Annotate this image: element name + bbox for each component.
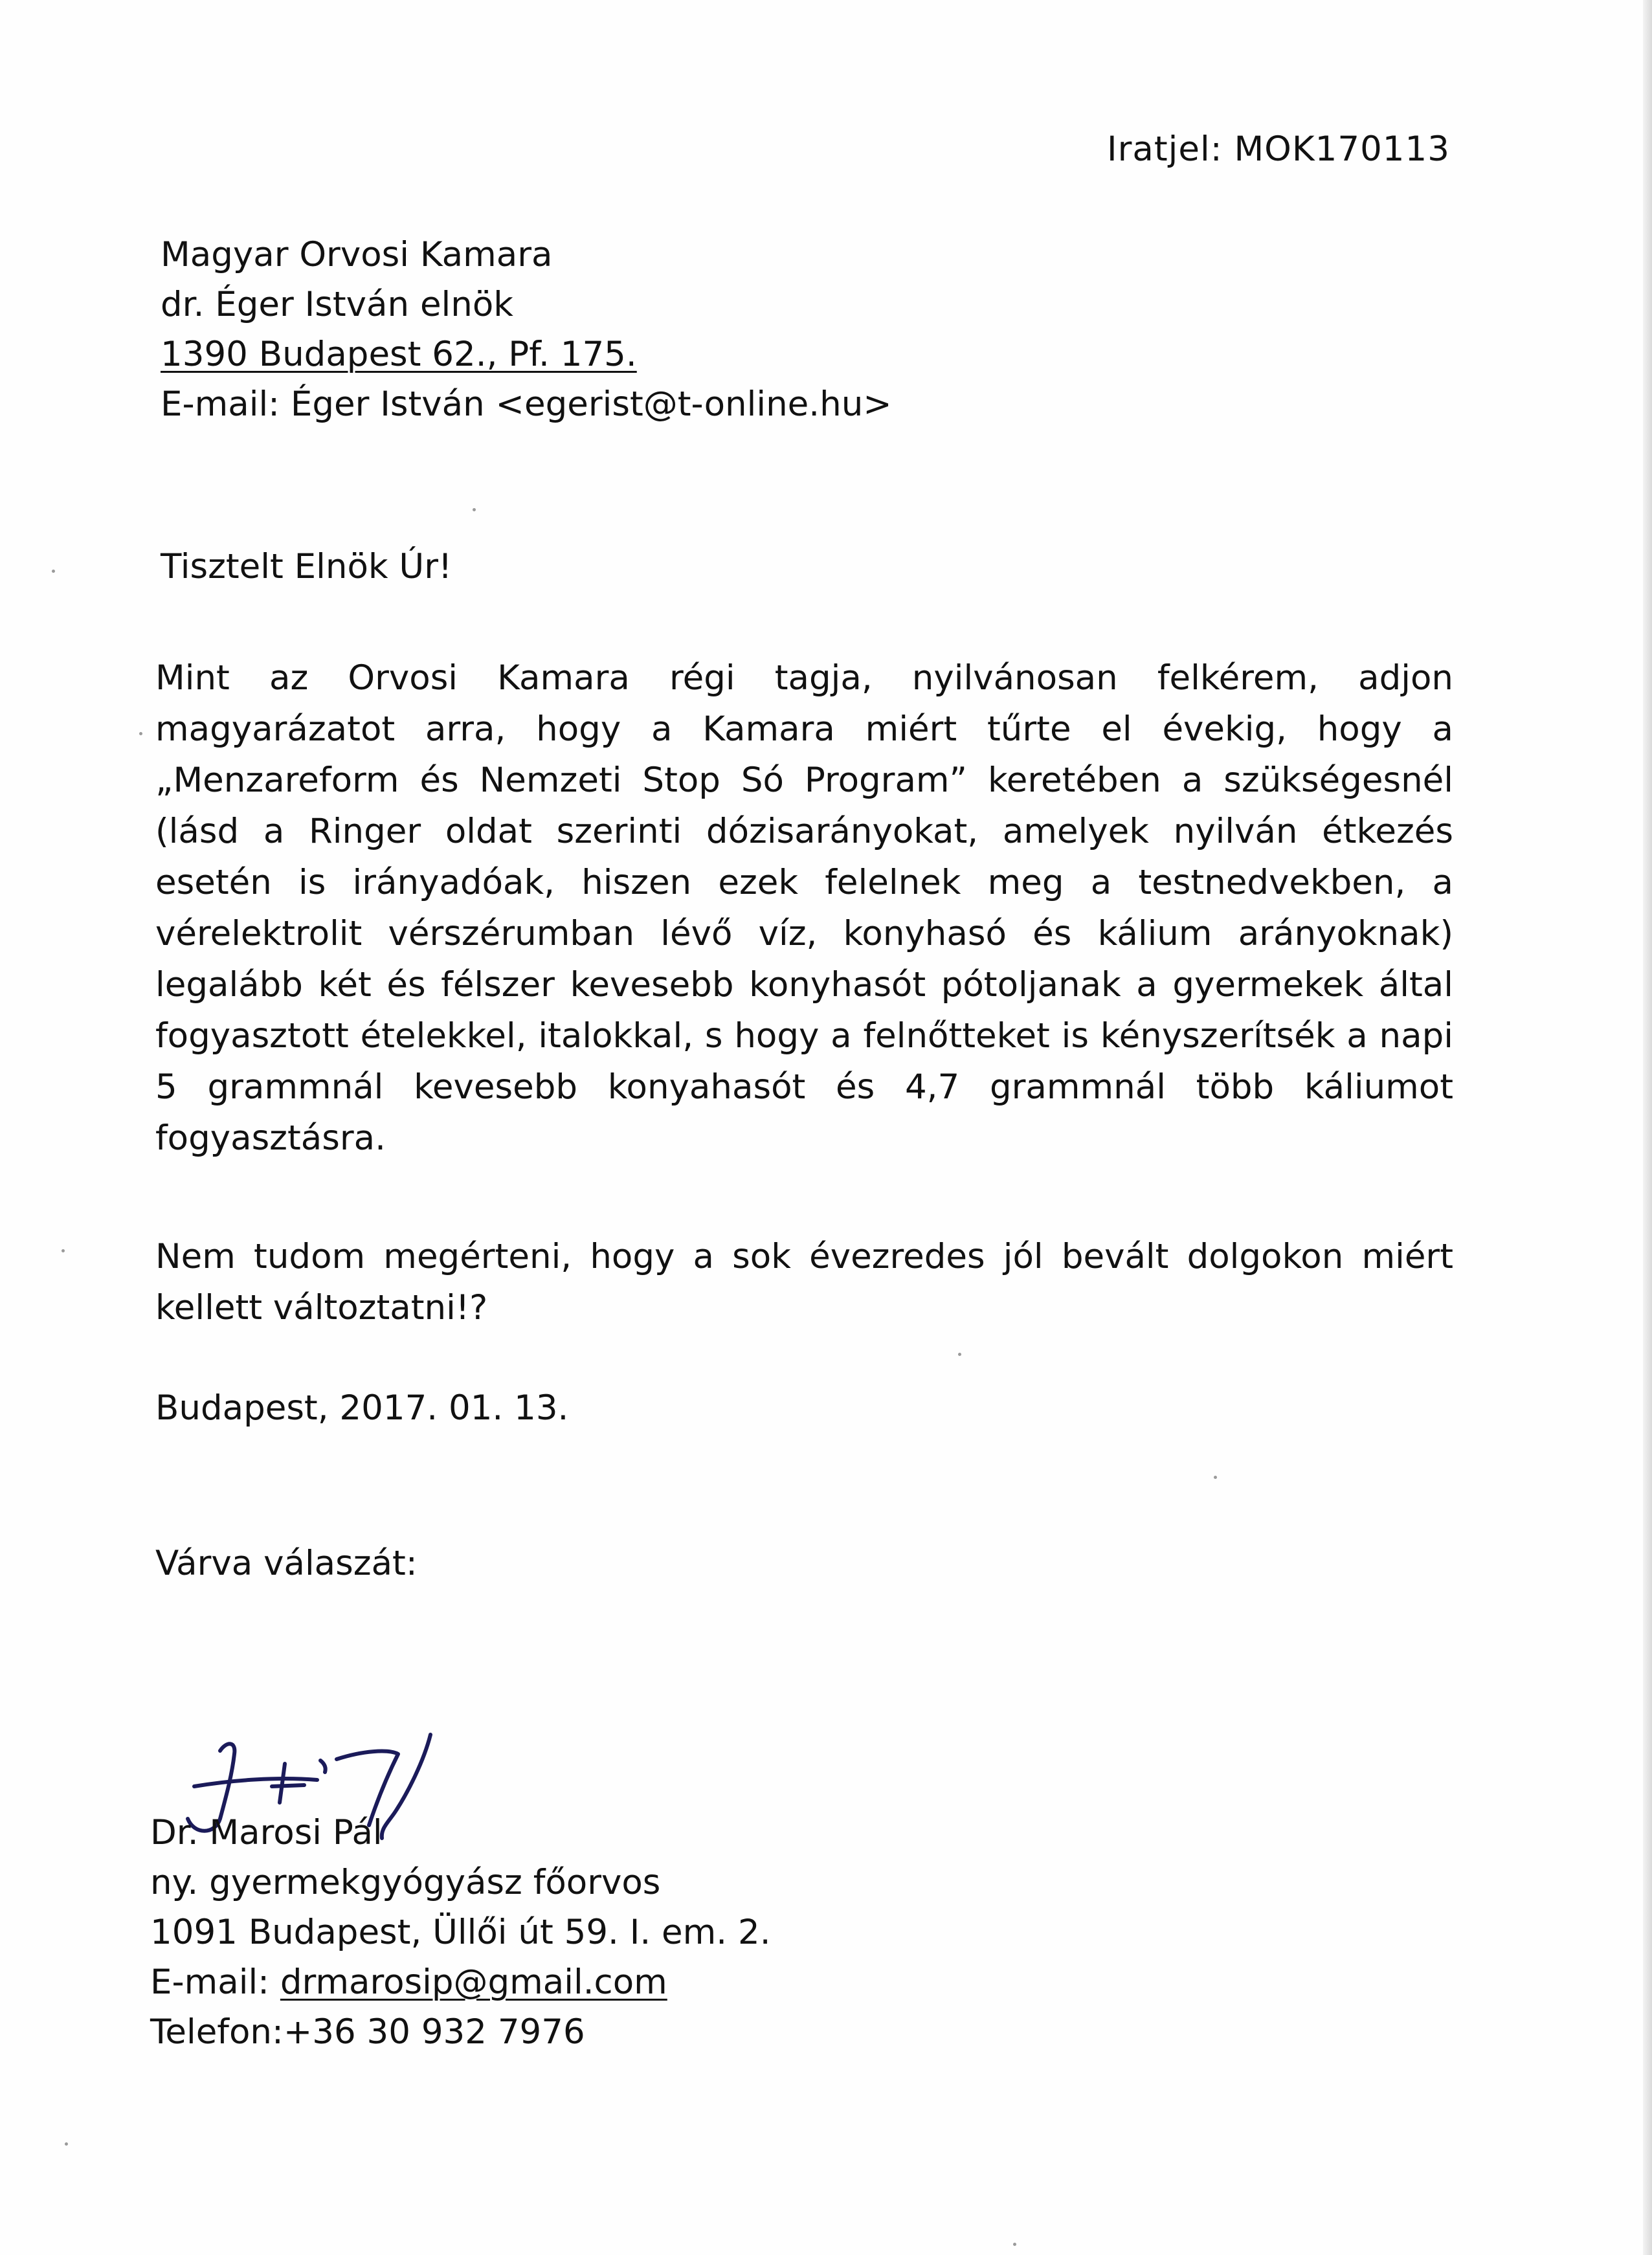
document-reference: Iratjel: MOK170113 (1107, 129, 1450, 169)
scan-speck (61, 1249, 65, 1252)
scan-speck (52, 570, 55, 573)
body-paragraph-1: Mint az Orvosi Kamara régi tagja, nyilvánosan felkérem, adjon magyarázatot arra, hogy a Kamara miért tűrte el évekig, hogy a „Menzareform és Nemzeti Stop Só Program” keretében a szükségesnél (lásd a Ringer oldat szerinti dózisarányokat, amelyek nyilván étkezés esetén is irányadóak, hiszen ezek felelnek meg a testnedvekben, a vérelektrolit vérszérumban lévő víz, konyhasó és kálium arányoknak) legalább két és félszer kevesebb konyhasót pótoljanak a gyermekek által fogyasztott ételekkel, italokkal, s hogy a felnőtteket is kényszerítsék a napi 5 grammnál kevesebb konyahasót és 4,7 grammnál több káliumot fogyasztásra. (155, 658, 1453, 1158)
place-and-date: Budapest, 2017. 01. 13. (155, 1388, 569, 1428)
recipient-organization: Magyar Orvosi Kamara (161, 235, 553, 274)
sender-address: 1091 Budapest, Üllői út 59. I. em. 2. (150, 1913, 771, 1952)
scan-speck (1214, 1476, 1217, 1479)
salutation: Tisztelt Elnök Úr! (161, 547, 452, 586)
sender-block (150, 1808, 771, 2057)
recipient-person: dr. Éger István elnök (161, 285, 513, 324)
scan-speck (473, 508, 476, 511)
scan-speck (139, 732, 142, 735)
recipient-block (161, 230, 892, 429)
sender-email-link[interactable]: drmarosip@gmail.com (280, 1962, 667, 2002)
closing-line: Várva válaszát: (155, 1544, 418, 1583)
scan-speck (958, 1353, 961, 1356)
sender-email-label: E-mail: (150, 1962, 280, 2002)
recipient-address: 1390 Budapest 62., Pf. 175. (161, 335, 637, 374)
recipient-email: E-mail: Éger István <egerist@t-online.hu> (161, 384, 892, 424)
sender-email-line (150, 1957, 771, 2007)
sender-title: ny. gyermekgyógyász főorvos (150, 1863, 661, 1902)
body-paragraph-2: Nem tudom megérteni, hogy a sok évezredes jól bevált dolgokon miért kellett változtatni!? (155, 1237, 1453, 1327)
page-edge-shadow (1643, 0, 1652, 2255)
scan-speck (65, 2142, 68, 2146)
sender-phone: Telefon:+36 30 932 7976 (150, 2012, 585, 2052)
scan-speck (1013, 2243, 1016, 2246)
sender-name: Dr. Marosi Pál (150, 1813, 383, 1852)
